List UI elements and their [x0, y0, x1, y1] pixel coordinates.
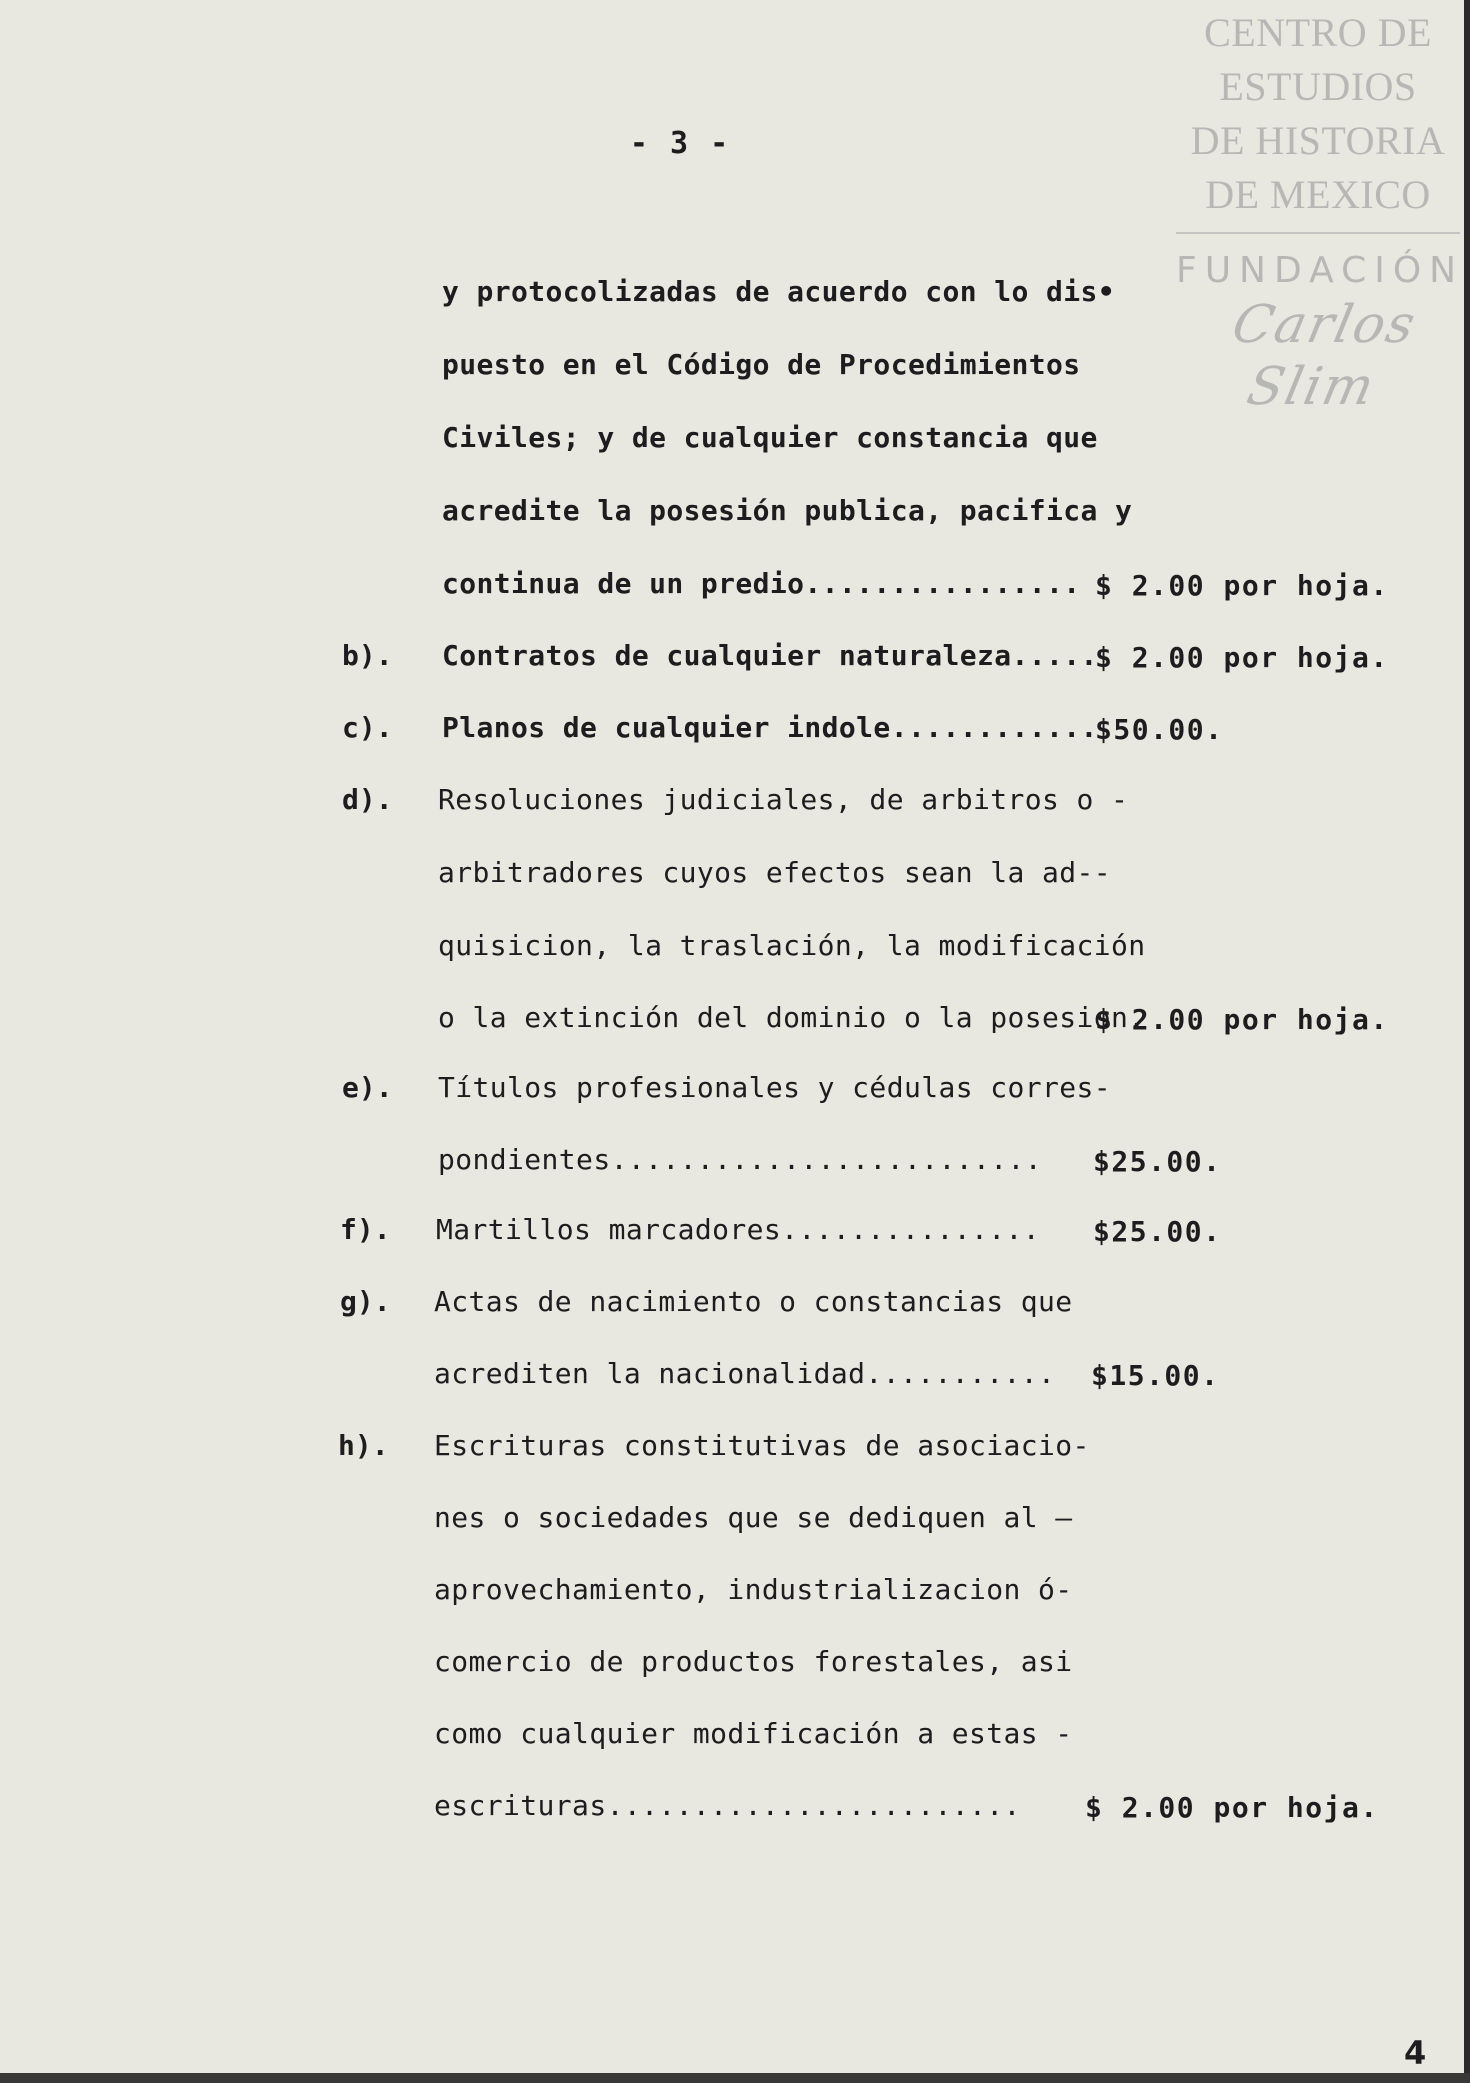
stamp-line: DE MEXICO: [1205, 172, 1431, 217]
archive-stamp: [1176, 6, 1465, 418]
fee-amount: $15.00.: [1091, 1359, 1220, 1392]
stamp-line: CENTRO DE: [1204, 10, 1432, 55]
corner-mark: 4: [1404, 2034, 1427, 2072]
item-letter-d: d).: [342, 783, 393, 816]
item-letter-f: f).: [340, 1213, 391, 1246]
item-d-line: quisicion, la traslación, la modificación: [438, 929, 1146, 962]
item-c-line: Planos de cualquier indole............: [442, 711, 1098, 744]
item-h-line: aprovechamiento, industrializacion ó-: [434, 1573, 1073, 1606]
item-f-line: Martillos marcadores...............: [436, 1213, 1041, 1246]
intro-line: continua de un predio................: [442, 567, 1081, 600]
item-letter-h: h).: [338, 1429, 389, 1462]
item-d-line: arbitradores cuyos efectos sean la ad--: [438, 856, 1112, 889]
stamp-line: ESTUDIOS: [1219, 64, 1417, 109]
item-h-line: escrituras........................: [434, 1789, 1021, 1822]
intro-line: puesto en el Código de Procedimientos: [442, 348, 1081, 381]
item-h-line: nes o sociedades que se dediquen al —: [434, 1501, 1073, 1534]
fee-amount: $25.00.: [1093, 1145, 1222, 1178]
item-letter-g: g).: [340, 1285, 391, 1318]
fee-amount: $25.00.: [1093, 1215, 1222, 1248]
item-letter-b: b).: [342, 639, 393, 672]
item-g-line: Actas de nacimiento o constancias que: [434, 1285, 1073, 1318]
fee-amount: $ 2.00 por hoja.: [1085, 1791, 1379, 1824]
stamp-line: DE HISTORIA: [1190, 118, 1446, 163]
page-number: - 3 -: [629, 126, 731, 161]
item-letter-c: c).: [342, 711, 393, 744]
item-h-line: Escrituras constitutivas de asociacio-: [434, 1429, 1090, 1462]
intro-line: acredite la posesión publica, pacifica y: [442, 494, 1133, 527]
stamp-foundation: FUNDACIÓN: [1176, 250, 1465, 291]
fee-amount: $ 2.00 por hoja.: [1095, 641, 1389, 674]
item-d-line: o la extinción del dominio o la posesion.: [438, 1001, 1146, 1034]
item-e-line: pondientes.........................: [438, 1143, 1043, 1176]
intro-line: Civiles; y de cualquier constancia que: [442, 421, 1098, 454]
item-letter-e: e).: [342, 1071, 393, 1104]
item-h-line: comercio de productos forestales, asi: [434, 1645, 1073, 1678]
item-b-line: Contratos de cualquier naturaleza.....: [442, 639, 1098, 672]
item-d-line: Resoluciones judiciales, de arbitros o -: [438, 783, 1129, 816]
stamp-signature: Carlos Slim: [1227, 295, 1423, 417]
fee-amount: $50.00.: [1095, 713, 1224, 746]
intro-line: y protocolizadas de acuerdo con lo dis•: [442, 275, 1116, 308]
fee-amount: $ 2.00 por hoja.: [1095, 569, 1389, 602]
stamp-divider: [1176, 232, 1460, 234]
item-e-line: Títulos profesionales y cédulas corres-: [438, 1071, 1112, 1104]
fee-amount: $ 2.00 por hoja.: [1095, 1003, 1389, 1036]
item-g-line: acrediten la nacionalidad...........: [434, 1357, 1056, 1390]
scan-edge-bottom: [0, 2073, 1470, 2083]
item-h-line: como cualquier modificación a estas -: [434, 1717, 1073, 1750]
